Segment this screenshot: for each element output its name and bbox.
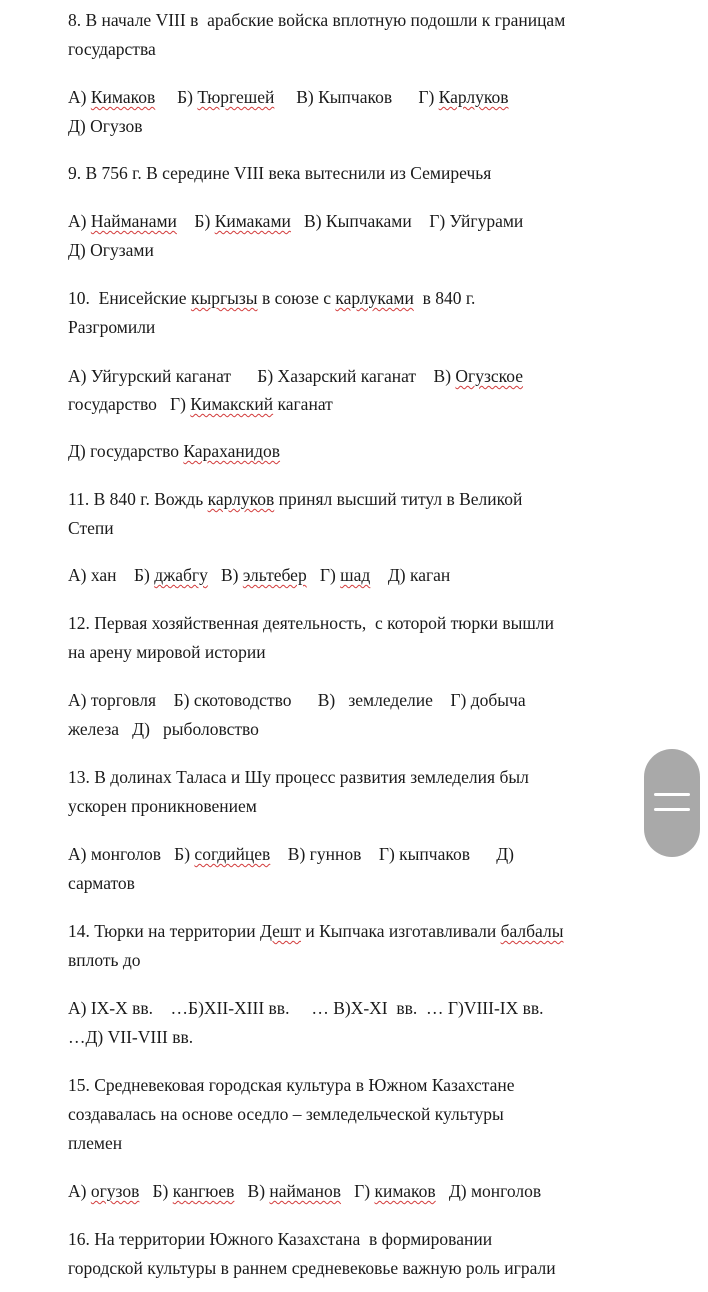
answer-options-line xyxy=(68,210,523,232)
question-text-line xyxy=(68,9,565,31)
spellcheck-word: кангюев xyxy=(172,1181,235,1201)
answer-options-line xyxy=(68,1026,193,1048)
scroll-handle[interactable] xyxy=(644,749,700,857)
text-segment: 12. Первая хозяйственная деятельность, с которой тюрки вышли xyxy=(68,613,554,633)
spellcheck-word: кимаков xyxy=(374,1181,436,1201)
question-text-line xyxy=(68,1074,515,1096)
spellcheck-word: Кимаков xyxy=(90,87,156,107)
text-segment: в 840 г. xyxy=(413,288,476,308)
text-segment: 16. На территории Южного Казахстана в формировании xyxy=(68,1229,493,1249)
question-text-line xyxy=(68,920,563,942)
grip-line-icon xyxy=(654,793,690,796)
question-text-line xyxy=(68,287,475,309)
text-segment: племен xyxy=(68,1133,123,1153)
spellcheck-word: шад xyxy=(340,565,371,585)
text-segment: ускорен проникновением xyxy=(68,796,257,816)
text-segment: А) xyxy=(68,211,91,231)
spellcheck-word: Дешт xyxy=(259,921,301,941)
answer-options-line xyxy=(68,365,523,387)
text-segment: государства xyxy=(68,39,156,59)
text-segment: Д) Огузами xyxy=(68,240,154,260)
text-segment: В) гуннов Г) кыпчаков Д) xyxy=(270,844,514,864)
text-segment: В) Кыпчаками Г) Уйгурами xyxy=(290,211,524,231)
text-segment: государство Г) xyxy=(68,394,191,414)
spellcheck-word: огузов xyxy=(90,1181,140,1201)
answer-options-line xyxy=(68,872,135,894)
spellcheck-word: балбалы xyxy=(500,921,564,941)
text-segment: Степи xyxy=(68,518,114,538)
text-segment: городской культуры в раннем средневековье важную роль играли xyxy=(68,1258,556,1278)
text-segment: А) IX-X вв. …Б)XII-XIII вв. … В)X-XI вв. … Г)VIII-IX вв. xyxy=(68,998,544,1018)
text-segment: Разгромили xyxy=(68,317,156,337)
text-segment: сарматов xyxy=(68,873,135,893)
answer-options-line xyxy=(68,440,280,462)
answer-options-line xyxy=(68,115,143,137)
text-segment: Д) каган xyxy=(370,565,451,585)
answer-options-line xyxy=(68,564,450,586)
spellcheck-word: джабгу xyxy=(154,565,208,585)
question-text-line xyxy=(68,488,522,510)
spellcheck-word: Огузское xyxy=(455,366,524,386)
text-segment: 15. Средневековая городская культура в Южном Казахстане xyxy=(68,1075,515,1095)
spellcheck-word: Карлуков xyxy=(438,87,509,107)
text-segment: А) монголов Б) xyxy=(68,844,195,864)
text-segment: 13. В долинах Таласа и Шу процесс развития земледелия был xyxy=(68,767,529,787)
text-segment: Г) xyxy=(306,565,341,585)
text-segment: Б) xyxy=(139,1181,173,1201)
text-segment: каганат xyxy=(273,394,333,414)
answer-options-line xyxy=(68,393,333,415)
question-text-line xyxy=(68,766,529,788)
text-segment: Д) монголов xyxy=(435,1181,542,1201)
spellcheck-word: карлуков xyxy=(207,489,275,509)
text-segment: В) Кыпчаков Г) xyxy=(274,87,439,107)
question-text-line xyxy=(68,316,155,338)
question-text-line xyxy=(68,38,156,60)
answer-options-line xyxy=(68,239,154,261)
text-segment: создавалась на основе оседло – земледельческой культуры xyxy=(68,1104,504,1124)
text-segment: в союзе с xyxy=(257,288,336,308)
grip-line-icon xyxy=(654,808,690,811)
text-segment: принял высший титул в Великой xyxy=(274,489,523,509)
text-segment: А) xyxy=(68,87,91,107)
question-text-line xyxy=(68,612,554,634)
text-segment: вплоть до xyxy=(68,950,141,970)
text-segment: Г) xyxy=(341,1181,375,1201)
text-segment: Б) xyxy=(155,87,198,107)
spellcheck-word: кыргызы xyxy=(190,288,258,308)
text-segment: В) xyxy=(207,565,243,585)
question-text-line xyxy=(68,1228,492,1250)
spellcheck-word: Кимаками xyxy=(214,211,291,231)
spellcheck-word: Тюргешей xyxy=(197,87,275,107)
text-segment: 8. В начале VIII в арабские войска вплотную подошли к границам xyxy=(68,10,566,30)
spellcheck-word: Найманами xyxy=(90,211,177,231)
text-segment: 14. Тюрки на территории xyxy=(68,921,260,941)
text-segment: на арену мировой истории xyxy=(68,642,266,662)
answer-options-line xyxy=(68,843,514,865)
text-segment: 10. Енисейские xyxy=(68,288,191,308)
question-text-line xyxy=(68,1103,504,1125)
text-segment: А) xyxy=(68,1181,91,1201)
spellcheck-word: эльтебер xyxy=(242,565,307,585)
answer-options-line xyxy=(68,1180,541,1202)
text-segment: Д) государство xyxy=(68,441,184,461)
answer-options-line xyxy=(68,86,509,108)
question-text-line xyxy=(68,795,257,817)
question-text-line xyxy=(68,1132,122,1154)
question-text-line xyxy=(68,641,266,663)
text-segment: В) xyxy=(234,1181,270,1201)
text-segment: …Д) VII-VIII вв. xyxy=(68,1027,194,1047)
spellcheck-word: карлуками xyxy=(335,288,414,308)
text-segment: 11. В 840 г. Вождь xyxy=(68,489,208,509)
answer-options-line xyxy=(68,997,544,1019)
text-segment: Б) xyxy=(176,211,215,231)
spellcheck-word: найманов xyxy=(269,1181,342,1201)
text-segment: А) хан Б) xyxy=(68,565,155,585)
text-segment: А) Уйгурский каганат Б) Хазарский каганат В) xyxy=(68,366,456,386)
text-segment: А) торговля Б) скотоводство В) земледелие Г) добыча xyxy=(68,690,526,710)
spellcheck-word: Кимакский xyxy=(190,394,274,414)
question-text-line xyxy=(68,517,114,539)
question-text-line xyxy=(68,162,491,184)
text-segment: Д) Огузов xyxy=(68,116,143,136)
question-text-line xyxy=(68,949,141,971)
text-segment: и Кыпчака изготавливали xyxy=(301,921,501,941)
answer-options-line xyxy=(68,718,259,740)
question-text-line xyxy=(68,1257,556,1279)
text-segment: железа Д) рыболовство xyxy=(68,719,259,739)
text-segment: 9. В 756 г. В середине VIII века вытеснили из Семиречья xyxy=(68,163,492,183)
spellcheck-word: согдийцев xyxy=(194,844,271,864)
answer-options-line xyxy=(68,689,526,711)
spellcheck-word: Караханидов xyxy=(183,441,281,461)
